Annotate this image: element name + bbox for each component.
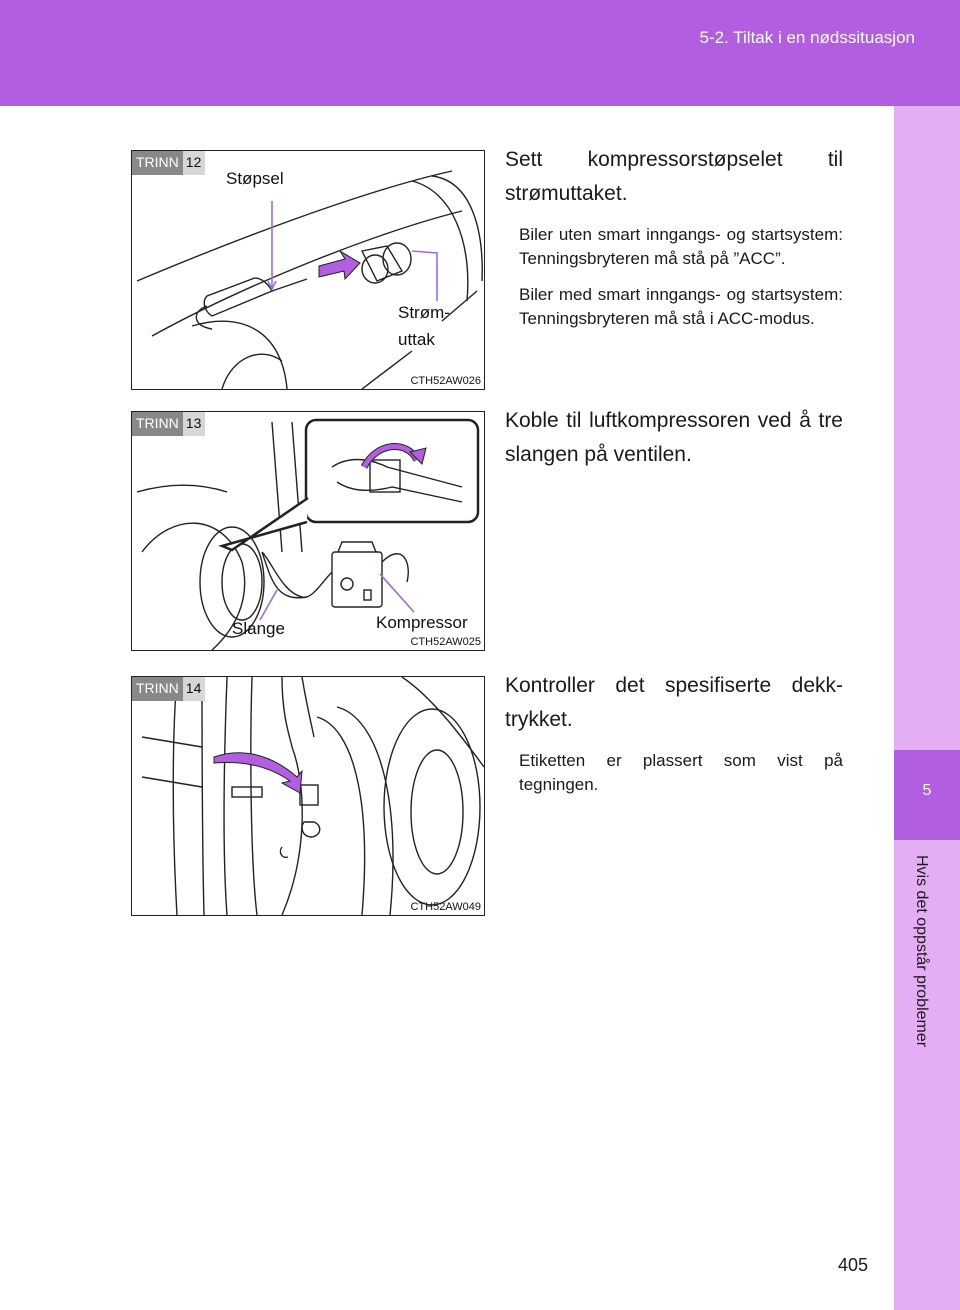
step-badge bbox=[132, 677, 205, 701]
step-13-text bbox=[505, 404, 843, 472]
figure-step-14 bbox=[131, 676, 485, 916]
step-note: Biler uten smart inngangs- og startsystem: Tenningsbryteren må stå på ”ACC”. bbox=[519, 225, 843, 268]
figure-step-13 bbox=[131, 411, 485, 651]
callout-outlet-line1: Strøm- bbox=[398, 303, 450, 322]
step-heading: Koble til luftkompressoren ved å tre slangen på ventilen. bbox=[505, 409, 843, 466]
figure-code: CTH52AW049 bbox=[410, 901, 481, 913]
step-note: Etiketten er plassert som vist på tegningen. bbox=[519, 751, 843, 794]
step-badge bbox=[132, 151, 205, 175]
callout-hose: Slange bbox=[232, 619, 285, 638]
step-badge-label: TRINN bbox=[132, 151, 183, 175]
step-12-text bbox=[505, 143, 843, 331]
step-14-text bbox=[505, 669, 843, 797]
step-badge-number: 13 bbox=[183, 412, 206, 436]
step-badge-number: 14 bbox=[183, 677, 206, 701]
door-label-illustration bbox=[132, 677, 484, 915]
chapter-title: Hvis det oppstår problemer bbox=[913, 855, 930, 1048]
figure-code: CTH52AW026 bbox=[410, 375, 481, 387]
chapter-tab bbox=[894, 106, 960, 1310]
chapter-number: 5 bbox=[922, 782, 932, 799]
step-badge-number: 12 bbox=[183, 151, 206, 175]
callout-plug: Støpsel bbox=[226, 169, 284, 188]
figure-code: CTH52AW025 bbox=[410, 636, 481, 648]
step-heading: Sett kompressorstøpselet til strømuttaket. bbox=[505, 148, 843, 205]
section-title: 5-2. Tiltak i en nødssituasjon bbox=[699, 28, 915, 47]
plug-outlet-illustration bbox=[132, 151, 484, 389]
callout-outlet-line2: uttak bbox=[398, 330, 435, 349]
step-badge bbox=[132, 412, 205, 436]
step-badge-label: TRINN bbox=[132, 677, 183, 701]
step-heading: Kontroller det spesifiserte dekk-trykket. bbox=[505, 674, 843, 731]
step-note: Biler med smart inngangs- og startsystem: Tenningsbryteren må stå i ACC-modus. bbox=[519, 285, 843, 328]
step-badge-label: TRINN bbox=[132, 412, 183, 436]
figure-step-12 bbox=[131, 150, 485, 390]
page-number: 405 bbox=[837, 1255, 868, 1275]
page-header bbox=[0, 0, 960, 106]
callout-compressor: Kompressor bbox=[376, 613, 468, 632]
